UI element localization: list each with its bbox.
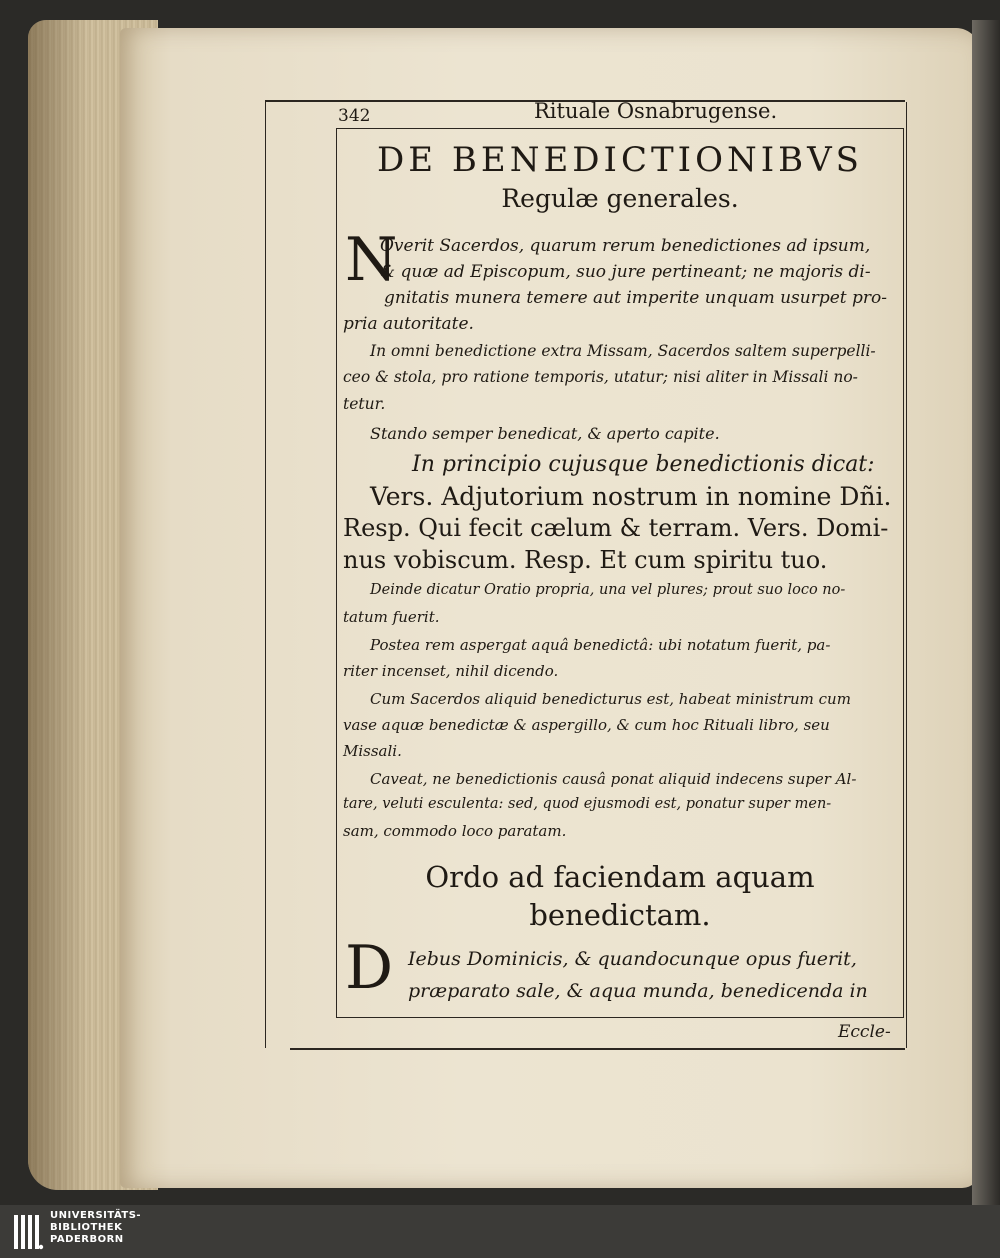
text-line: In omni benedictione extra Missam, Sacerdos saltem superpelli- xyxy=(370,342,876,360)
text-line: Iebus Dominicis, & quandocunque opus fuerit, xyxy=(408,948,857,970)
text-line: In principio cujusque benedictionis dicat: xyxy=(412,452,875,477)
text-line: & quæ ad Episcopum, suo jure pertineant; ne majoris di- xyxy=(380,262,871,282)
text-line: sam, commodo loco paratam. xyxy=(343,822,567,840)
drop-cap: N xyxy=(345,225,398,295)
text-line: tatum fuerit. xyxy=(343,608,440,626)
text-line: pria autoritate. xyxy=(343,314,474,334)
text-line: Resp. Qui fecit cælum & terram. Vers. Domi- xyxy=(343,514,889,542)
text-line: præparato sale, & aqua munda, benedicenda in xyxy=(408,980,868,1002)
text-line: tare, veluti esculenta: sed, quod ejusmodi est, ponatur super men- xyxy=(343,796,832,812)
text-line: gnitatis munera temere aut imperite unquam usurpet pro- xyxy=(384,288,888,308)
running-head: Rituale Osnabrugense. xyxy=(534,99,778,123)
text-line: Vers. Adjutorium nostrum in nomine Dñi. xyxy=(370,482,892,511)
text-line: Deinde dicatur Oratio propria, una vel plures; prout suo loco no- xyxy=(370,582,846,598)
page-stack-shadow xyxy=(28,20,88,1190)
catchword: Eccle- xyxy=(838,1022,891,1042)
footer-text-line2: BIBLIOTHEK xyxy=(50,1222,123,1233)
text-line: Cum Sacerdos aliquid benedicturus est, habeat ministrum cum xyxy=(370,690,851,708)
library-logo-icon xyxy=(14,1211,44,1251)
section-title: Ordo ad faciendam aquam xyxy=(425,860,815,894)
text-line: nus vobiscum. Resp. Et cum spiritu tuo. xyxy=(343,546,828,574)
page-title: DE BENEDICTIONIBVS xyxy=(377,140,863,180)
text-line: Postea rem aspergat aquâ benedictâ: ubi notatum fuerit, pa- xyxy=(370,636,831,654)
page-number: 342 xyxy=(338,106,371,126)
subtitle: Regulæ generales. xyxy=(501,184,739,213)
footer-bar xyxy=(0,1205,1000,1258)
bottom-rule xyxy=(290,1048,905,1050)
footer-text-line1: UNIVERSITÄTS- xyxy=(50,1210,142,1221)
text-line: Caveat, ne benedictionis causâ ponat aliquid indecens super Al- xyxy=(370,770,857,788)
text-line: Stando semper benedicat, & aperto capite. xyxy=(370,424,720,443)
drop-cap: D xyxy=(345,933,394,1003)
text-line: tetur. xyxy=(343,395,386,413)
text-line: Overit Sacerdos, quarum rerum benedictiones ad ipsum, xyxy=(380,236,871,256)
text-line: vase aquæ benedictæ & aspergillo, & cum hoc Rituali libro, seu xyxy=(343,716,830,734)
footer-text-line3: PADERBORN xyxy=(50,1234,124,1245)
section-title: benedictam. xyxy=(529,898,711,932)
text-line: ceo & stola, pro ratione temporis, utatur; nisi aliter in Missali no- xyxy=(343,368,858,386)
text-line: Missali. xyxy=(343,742,402,760)
gutter-shadow xyxy=(972,20,1000,1205)
text-line: riter incenset, nihil dicendo. xyxy=(343,662,559,680)
